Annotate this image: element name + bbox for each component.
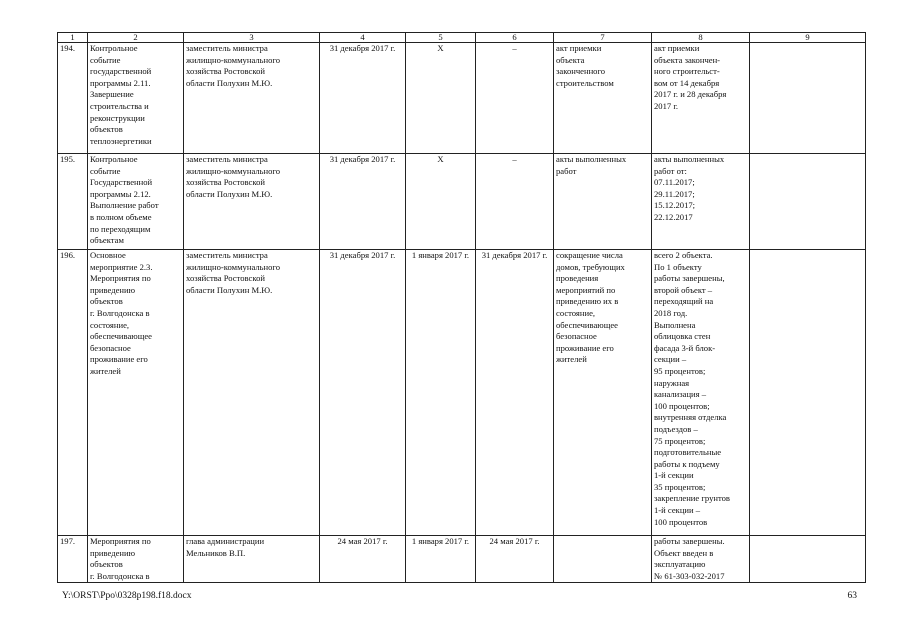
start-date-cell: 1 января 2017 г. (406, 250, 476, 536)
column-number-header (58, 33, 866, 43)
row-number: 194. (58, 43, 88, 154)
file-path-footer: Y:\ORST\Ppo\0328p198.f18.docx (62, 591, 192, 601)
header-cell: 2 (88, 33, 184, 43)
header-cell: 8 (652, 33, 750, 43)
event-name-cell: Мероприятия по приведению объектов г. Волгодонска в (88, 536, 184, 583)
table-row (58, 536, 866, 583)
start-date-cell: 1 января 2017 г. (406, 536, 476, 583)
actual-result-cell: всего 2 объекта. По 1 объекту работы завершены, второй объект – переходящий на 2018 год. Выполнена облицовка стен фасада 3-й блок- секции – 95 процентов; наружная канализация – 100 процентов; внутренняя отделка подъездов – 75 процентов; подготовительные работы к подъему 1-й секции 35 процентов; закрепление грунтов 1-й секции – 100 процентов (652, 250, 750, 536)
table-row (58, 43, 866, 154)
expected-result-cell: сокращение числа домов, требующих проведения мероприятий по приведению их в состояние, обеспечивающее безопасное проживание его жителей (554, 250, 652, 536)
actual-result-cell: акты выполненных работ от: 07.11.2017; 29.11.2017; 15.12.2017; 22.12.2017 (652, 154, 750, 250)
plan-date-cell: 24 мая 2017 г. (320, 536, 406, 583)
responsible-cell: глава администрации Мельников В.П. (184, 536, 320, 583)
event-name-cell: Контрольное событие Государственной программы 2.12. Выполнение работ в полном объеме по переходящим объектам (88, 154, 184, 250)
end-date-cell: – (476, 43, 554, 154)
start-date-cell: X (406, 43, 476, 154)
table-row (58, 250, 866, 536)
note-cell (750, 250, 866, 536)
responsible-cell: заместитель министра жилищно-коммунального хозяйства Ростовской области Полухин М.Ю. (184, 43, 320, 154)
responsible-cell: заместитель министра жилищно-коммунального хозяйства Ростовской области Полухин М.Ю. (184, 250, 320, 536)
end-date-cell: 24 мая 2017 г. (476, 536, 554, 583)
start-date-cell: X (406, 154, 476, 250)
plan-date-cell: 31 декабря 2017 г. (320, 250, 406, 536)
note-cell (750, 43, 866, 154)
note-cell (750, 154, 866, 250)
expected-result-cell: акт приемки объекта законченного строительством (554, 43, 652, 154)
actual-result-cell: акт приемки объекта закончен- ного строительст- вом от 14 декабря 2017 г. и 28 декабря 2017 г. (652, 43, 750, 154)
end-date-cell: 31 декабря 2017 г. (476, 250, 554, 536)
expected-result-cell (554, 536, 652, 583)
event-name-cell: Контрольное событие государственной программы 2.11. Завершение строительства и реконструкции объектов теплоэнергетики (88, 43, 184, 154)
row-number: 197. (58, 536, 88, 583)
row-number: 195. (58, 154, 88, 250)
header-cell: 9 (750, 33, 866, 43)
plan-date-cell: 31 декабря 2017 г. (320, 154, 406, 250)
expected-result-cell: акты выполненных работ (554, 154, 652, 250)
end-date-cell: – (476, 154, 554, 250)
note-cell (750, 536, 866, 583)
page-number: 63 (847, 591, 857, 601)
actual-result-cell: работы завершены. Объект введен в эксплуатацию № 61-303-032-2017 (652, 536, 750, 583)
header-cell: 4 (320, 33, 406, 43)
plan-date-cell: 31 декабря 2017 г. (320, 43, 406, 154)
header-cell: 7 (554, 33, 652, 43)
header-cell: 3 (184, 33, 320, 43)
header-cell: 1 (58, 33, 88, 43)
responsible-cell: заместитель министра жилищно-коммунального хозяйства Ростовской области Полухин М.Ю. (184, 154, 320, 250)
report-table (57, 32, 866, 583)
header-cell: 6 (476, 33, 554, 43)
table-row (58, 154, 866, 250)
event-name-cell: Основное мероприятие 2.3. Мероприятия по приведению объектов г. Волгодонска в состояние, обеспечивающее безопасное проживание его жителей (88, 250, 184, 536)
row-number: 196. (58, 250, 88, 536)
header-cell: 5 (406, 33, 476, 43)
